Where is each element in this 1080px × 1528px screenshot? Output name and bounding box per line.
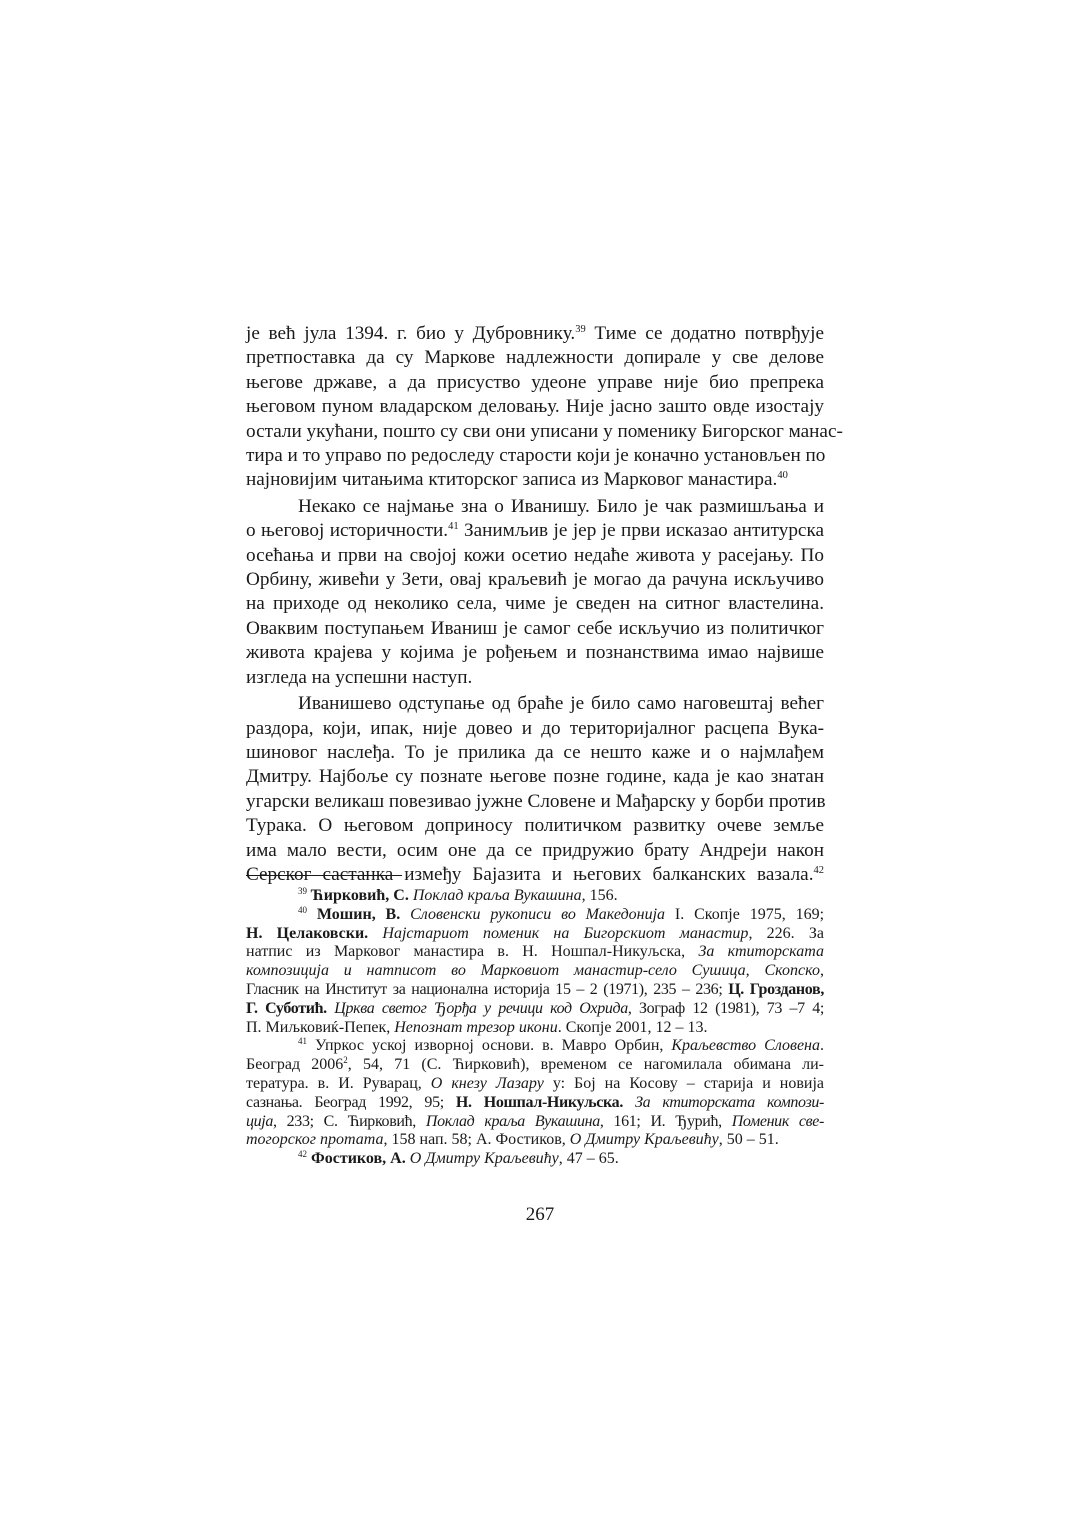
footnote-ref-39[interactable]: 39: [575, 324, 586, 335]
footnote-40: $^{40}$ Мошин, В. Словенски рукописи во Македонија I. Скопје 1975, 169; Н. Целаковски. Најстариот поменик на Бигорскиот манастир, 226. За натпис из Марковог манастира в. Н. Ношпал-Никуљска, За ктиторската композиција и натписот во Марковиот манастир-село Сушица, Скопско, Гласник на Институт за национална историја 15 – 2 (1971), 235 – 236; Ц. Грозданов, Г. Суботић. Црква светог Ђорђа у речици код Охрида, Зограф 12 (1981), 73 –7 4; П. Миљковиќ-Пепек, Непознат трезор икони. Скопје 2001, 12 – 13.: [246, 904, 825, 1036]
main-text: [246, 322, 843, 887]
footnote-42: $^{42}$ Фостиков, А. О Дмитру Краљевићу, 47 – 65.: [298, 1149, 619, 1168]
paragraph-3: Иванишево одступање од браће је било само наговештај већег раздора, који, ипак, није довео и до територијалног расцепа Вука- шиновог наслеђа. То је прилика да се нешто каже и о најмлађем Дмитру. Најбоље су познате његове позне године, када је као знатан угарски великаш повезивао јужне Словене и Мађарску у борби против Турака. О његовом доприносу политичком развитку очеве земље има мало вести, осим оне да се придружио брату Андреји након Серског састанка између Бајазита и његових балканских вазала.$^{42}$: [246, 693, 826, 885]
footnote-39: $^{39}$ Ћирковић, С. Поклад краља Вукашина, 156.: [298, 886, 618, 904]
footnote-ref-42[interactable]: 42: [813, 864, 824, 876]
footnote-ref-40[interactable]: 40: [777, 470, 788, 482]
paragraph-1: је већ јула 1394. г. био у Дубровнику.$^{39}$ Тиме се додатно потврђује претпоставка да су Маркове надлежности допирале у све делове његове државе, а да присуство удеоне управе није био препрека његовом пуном владарском деловању. Није јасно зашто овде изостају остали укућани, пошто су сви они уписани у поменику Бигорског манас- тира и то управо по редоследу старости који је коначно установљен по најновијим читањима ктиторског записа из Марковог манастира.$^{40}$: [246, 323, 843, 491]
footnote-separator: [246, 875, 402, 876]
paragraph-2: Некако се најмање зна о Иванишу. Било је чак размишљања и о његовој историчности.$^{41}$ Занимљив је јер је први исказао антитурска осећања и први на својој кожи осетио недаће живота у расејању. По Орбину, живећи у Зети, овај краљевић је могао да рачуна искључиво на приходе од неколико села, чиме је сведен на ситног властелина. Оваквим поступањем Иваниш је самог себе искључио из политичког живота крајева у којима је рођењем и познанствима имао највише изгледа на успешни наступ.: [246, 495, 824, 688]
page-number: 267: [525, 1204, 555, 1225]
footnote-41: $^{41}$ Упркос уској изворној основи. в. Мавро Орбин, Краљевство Словена. Београд 2006$^2$, 54, 71 (С. Ћирковић), временом се нагомилала обимана ли- тература. в. И. Руварац, О кнезу Лазару у: Бој на Косову – старија и новија сазнања. Београд 1992, 95; Н. Ношпал-Никуљска. За ктиторската компози- ција, 233; С. Ћирковић, Поклад краља Вукашина, 161; И. Ђурић, Поменик све- тогорског протата, 158 нап. 58; А. Фостиков, О Дмитру Краљевићу, 50 – 51.: [246, 1036, 825, 1149]
footnotes: [246, 887, 824, 1169]
footnote-ref-41[interactable]: 41: [448, 521, 459, 533]
